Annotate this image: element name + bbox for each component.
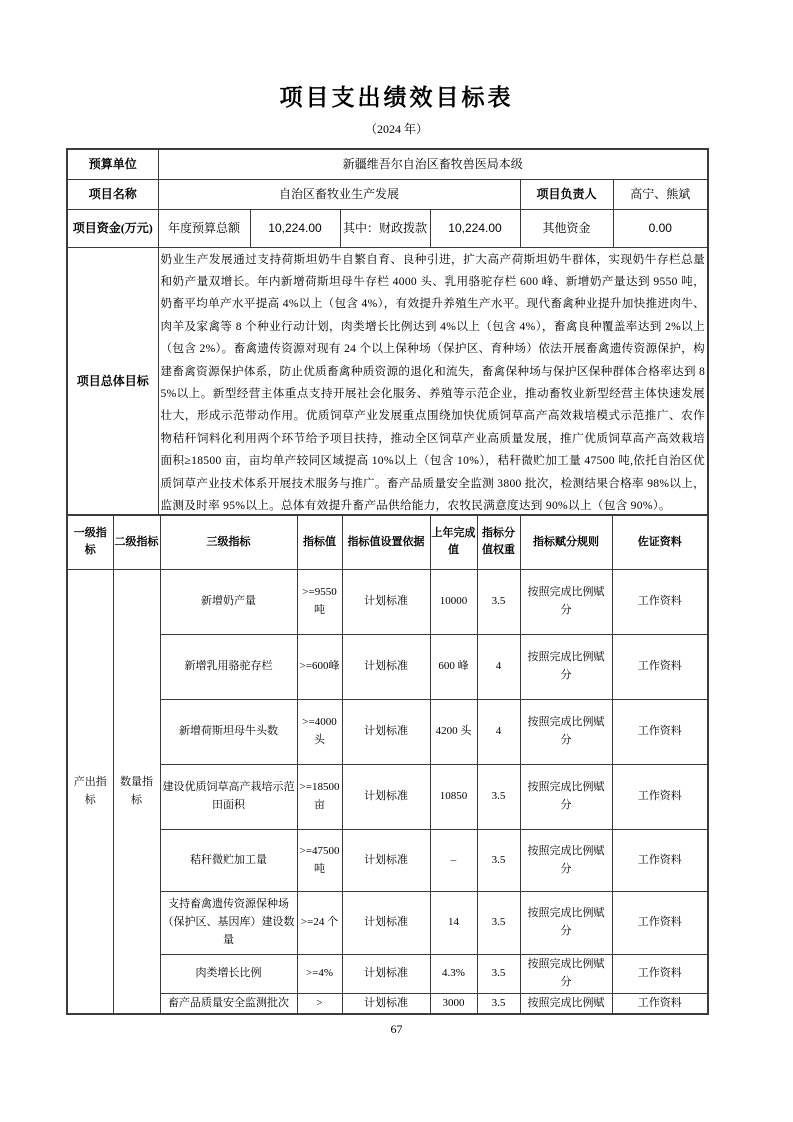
scoring-rule: 按照完成比例赋分 <box>520 635 612 700</box>
overall-goal-label: 项目总体目标 <box>67 247 158 515</box>
other-fund-label: 其他资金 <box>520 209 613 247</box>
table-row <box>67 993 708 1014</box>
annual-budget-value: 10,224.00 <box>250 209 340 247</box>
evidence: 工作资料 <box>612 570 708 635</box>
project-name-label: 项目名称 <box>67 179 158 209</box>
budget-unit-label: 预算单位 <box>67 149 158 179</box>
weight-value: 3.5 <box>477 830 520 892</box>
table-row <box>67 955 708 994</box>
indicator-name: 新增荷斯坦母牛头数 <box>160 700 297 765</box>
scoring-rule: 按照完成比例赋 <box>520 993 612 1014</box>
indicator-name: 新增奶产量 <box>160 570 297 635</box>
other-fund-value: 0.00 <box>613 209 708 247</box>
indicator-name: 畜产品质量安全监测批次 <box>160 993 297 1014</box>
level2-indicator-cell: 数量指标 <box>113 570 160 1015</box>
prev-year-value: 14 <box>430 892 477 955</box>
indicator-name: 肉类增长比例 <box>160 955 297 994</box>
indicator-value: >=4% <box>297 955 342 994</box>
project-leader-label: 项目负责人 <box>520 179 613 209</box>
weight-value: 3.5 <box>477 993 520 1014</box>
evidence: 工作资料 <box>612 765 708 830</box>
scoring-rule: 按照完成比例赋分 <box>520 892 612 955</box>
header-prev-year: 上年完成值 <box>430 515 477 570</box>
value-basis: 计划标准 <box>342 635 430 700</box>
scoring-rule: 按照完成比例赋分 <box>520 765 612 830</box>
evidence: 工作资料 <box>612 892 708 955</box>
value-basis: 计划标准 <box>342 993 430 1014</box>
prev-year-value: 600 峰 <box>430 635 477 700</box>
scoring-rule: 按照完成比例赋分 <box>520 830 612 892</box>
weight-value: 3.5 <box>477 955 520 994</box>
indicator-name: 建设优质饲草高产栽培示范田面积 <box>160 765 297 830</box>
page-subtitle: （2024 年） <box>364 122 428 136</box>
table-row <box>67 892 708 955</box>
header-evidence: 佐证资料 <box>612 515 708 570</box>
prev-year-value: 10000 <box>430 570 477 635</box>
prev-year-value: 4200 头 <box>430 700 477 765</box>
weight-value: 3.5 <box>477 570 520 635</box>
page-title: 项目支出绩效目标表 <box>279 84 514 110</box>
annual-budget-label: 年度预算总额 <box>158 209 250 247</box>
indicator-value: > <box>297 993 342 1014</box>
project-info-table <box>66 148 709 516</box>
indicator-value: >=24 个 <box>297 892 342 955</box>
value-basis: 计划标准 <box>342 892 430 955</box>
prev-year-value: 3000 <box>430 993 477 1014</box>
scoring-rule: 按照完成比例赋分 <box>520 955 612 994</box>
evidence: 工作资料 <box>612 955 708 994</box>
value-basis: 计划标准 <box>342 830 430 892</box>
weight-value: 4 <box>477 700 520 765</box>
table-row <box>67 570 708 635</box>
indicator-value: >=18500亩 <box>297 765 342 830</box>
evidence: 工作资料 <box>612 830 708 892</box>
prev-year-value: – <box>430 830 477 892</box>
header-value-basis: 指标值设置依据 <box>342 515 430 570</box>
table-row <box>67 149 708 179</box>
header-weight: 指标分值权重 <box>477 515 520 570</box>
table-row <box>67 209 708 247</box>
value-basis: 计划标准 <box>342 570 430 635</box>
value-basis: 计划标准 <box>342 765 430 830</box>
fiscal-allocation-value: 10,224.00 <box>430 209 520 247</box>
weight-value: 3.5 <box>477 892 520 955</box>
project-fund-label: 项目资金(万元) <box>67 209 158 247</box>
indicator-name: 秸秆微贮加工量 <box>160 830 297 892</box>
table-row <box>67 700 708 765</box>
table-row <box>67 765 708 830</box>
value-basis: 计划标准 <box>342 955 430 994</box>
indicator-header-row <box>67 515 708 570</box>
table-row <box>67 830 708 892</box>
weight-value: 4 <box>477 635 520 700</box>
table-row <box>67 247 708 515</box>
indicator-table <box>66 514 709 1016</box>
tables-container <box>66 148 707 1015</box>
header-level1: 一级指标 <box>67 515 113 570</box>
table-row <box>67 179 708 209</box>
indicator-name: 支持畜禽遗传资源保种场（保护区、基因库）建设数量 <box>160 892 297 955</box>
weight-value: 3.5 <box>477 765 520 830</box>
header-level3: 三级指标 <box>160 515 297 570</box>
level1-indicator-cell: 产出指标 <box>67 570 113 1015</box>
scoring-rule: 按照完成比例赋分 <box>520 700 612 765</box>
overall-goal-cell <box>158 247 708 515</box>
prev-year-value: 4.3% <box>430 955 477 994</box>
table-row <box>67 635 708 700</box>
indicator-value: >=9550吨 <box>297 570 342 635</box>
evidence: 工作资料 <box>612 993 708 1014</box>
overall-goal-text: 奶业生产发展通过支持荷斯坦奶牛自繁自育、良种引进，扩大高产荷斯坦奶牛群体，实现奶牛存栏总量和奶产量双增长。年内新增荷斯坦母牛存栏 4000 头、乳用骆驼存栏 600 峰、新增奶产量达到 9550 吨，奶畜平均单产水平提高 4%以上（包含 4%），有效提升养殖生产水平。现代畜禽种业提升加快推进肉牛、肉羊及家禽等 8 个种业行动计划，肉类增长比例达到 4%以上（包含 4%），畜禽良种覆盖率达到 2%以上（包含 2%）。畜禽遗传资源对现有 24 个以上保种场（保护区、育种场）依法开展畜禽遗传资源保护，构建畜禽资源保护体系，防止优质畜禽种质资源的退化和流失，畜禽保种场与保护区保种群体合格率达到 85%以上。新型经营主体重点支持开展社会化服务、养殖等示范企业，推动畜牧业新型经营主体快速发展壮大，形成示范带动作用。优质饲草产业发展重点围绕加快优质饲草高产高效栽培模式示范推广、农作物秸秆饲料化利用两个环节给予项目扶持，推动全区饲草产业高质量发展，推广优质饲草高产高效栽培面积≥18500 亩，亩均单产较同区域提高 10%以上（包含 10%），秸秆微贮加工量 47500 吨,依托自治区优质饲草产业技术体系开展技术服务与推广。畜产品质量安全监测 3800 批次，检测结果合格率 98%以上，监测及时率 95%以上。总体有效提升畜产品供给能力，农牧民满意度达到 90%以上（包含 90%）。 <box>160 252 706 512</box>
scoring-rule: 按照完成比例赋分 <box>520 570 612 635</box>
project-leader-value: 高宁、熊斌 <box>613 179 708 209</box>
indicator-value: >=4000头 <box>297 700 342 765</box>
project-name-value: 自治区畜牧业生产发展 <box>158 179 520 209</box>
indicator-value: >=600峰 <box>297 635 342 700</box>
value-basis: 计划标准 <box>342 700 430 765</box>
indicator-value: >=47500吨 <box>297 830 342 892</box>
page-number: 67 <box>390 1022 403 1036</box>
prev-year-value: 10850 <box>430 765 477 830</box>
fiscal-allocation-label: 其中：财政拨款 <box>340 209 430 247</box>
evidence: 工作资料 <box>612 635 708 700</box>
header-level2: 二级指标 <box>113 515 160 570</box>
budget-unit-value: 新疆维吾尔自治区畜牧兽医局本级 <box>158 149 708 179</box>
indicator-name: 新增乳用骆驼存栏 <box>160 635 297 700</box>
evidence: 工作资料 <box>612 700 708 765</box>
header-target-value: 指标值 <box>297 515 342 570</box>
header-scoring-rule: 指标赋分规则 <box>520 515 612 570</box>
